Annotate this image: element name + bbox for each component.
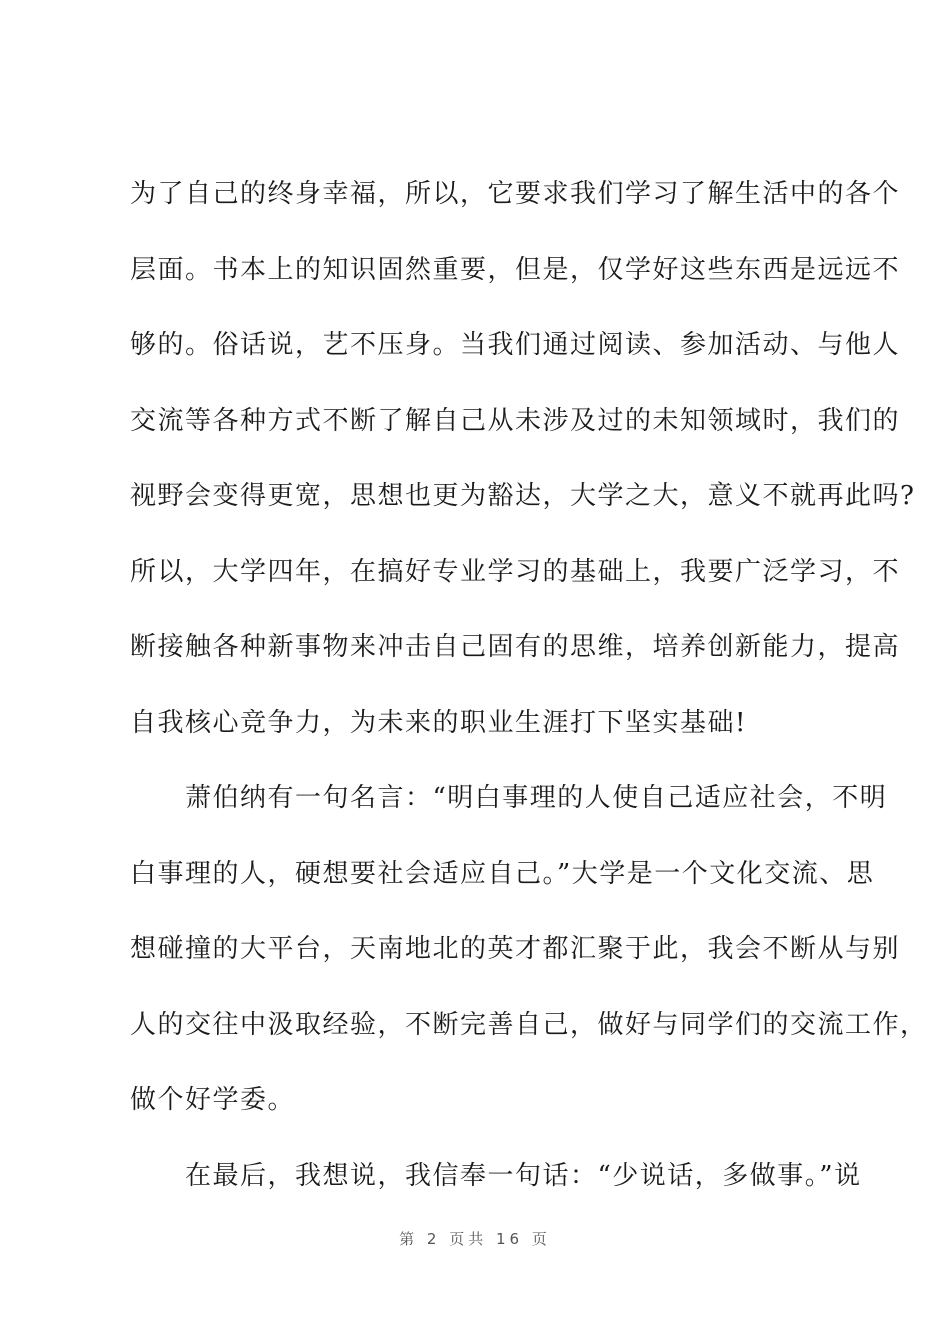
text-line: 为了自己的终身幸福，所以，它要求我们学习了解生活中的各个 bbox=[130, 179, 901, 209]
text-line: 够的。俗话说，艺不压身。当我们通过阅读、参加活动、与他人 bbox=[130, 330, 901, 360]
text-line: 交流等各种方式不断了解自己从未涉及过的未知领域时，我们的 bbox=[130, 405, 901, 436]
body-text bbox=[130, 168, 928, 1225]
text-line: 自我核心竞争力，为未来的职业生涯打下坚实基础! bbox=[130, 707, 747, 738]
text-line: 视野会变得更宽，思想也更为豁达，大学之大，意义不就再此吗? bbox=[130, 481, 916, 511]
text-line: 萧伯纳有一句名言：“明白事理的人使自己适应社会，不明 bbox=[130, 783, 888, 813]
text-line: 层面。书本上的知识固然重要，但是，仅学好这些东西是远远不 bbox=[130, 254, 901, 285]
text-line: 想碰撞的大平台，天南地北的英才都汇聚于此，我会不断从与别 bbox=[130, 934, 901, 964]
text-line: 断接触各种新事物来冲击自己固有的思维，培养创新能力，提高 bbox=[130, 632, 901, 662]
page-number-footer: 第 2 页共 16 页 bbox=[399, 1230, 551, 1248]
text-line: 做个好学委。 bbox=[130, 1085, 296, 1115]
text-line: 人的交往中汲取经验，不断完善自己，做好与同学们的交流工作， bbox=[130, 1009, 928, 1040]
text-line: 在最后，我想说，我信奉一句话：“少说话，多做事。”说 bbox=[130, 1160, 862, 1191]
text-line: 所以，大学四年，在搞好专业学习的基础上，我要广泛学习，不 bbox=[130, 556, 901, 587]
text-line: 白事理的人，硬想要社会适应自己。”大学是一个文化交流、思 bbox=[130, 858, 875, 889]
